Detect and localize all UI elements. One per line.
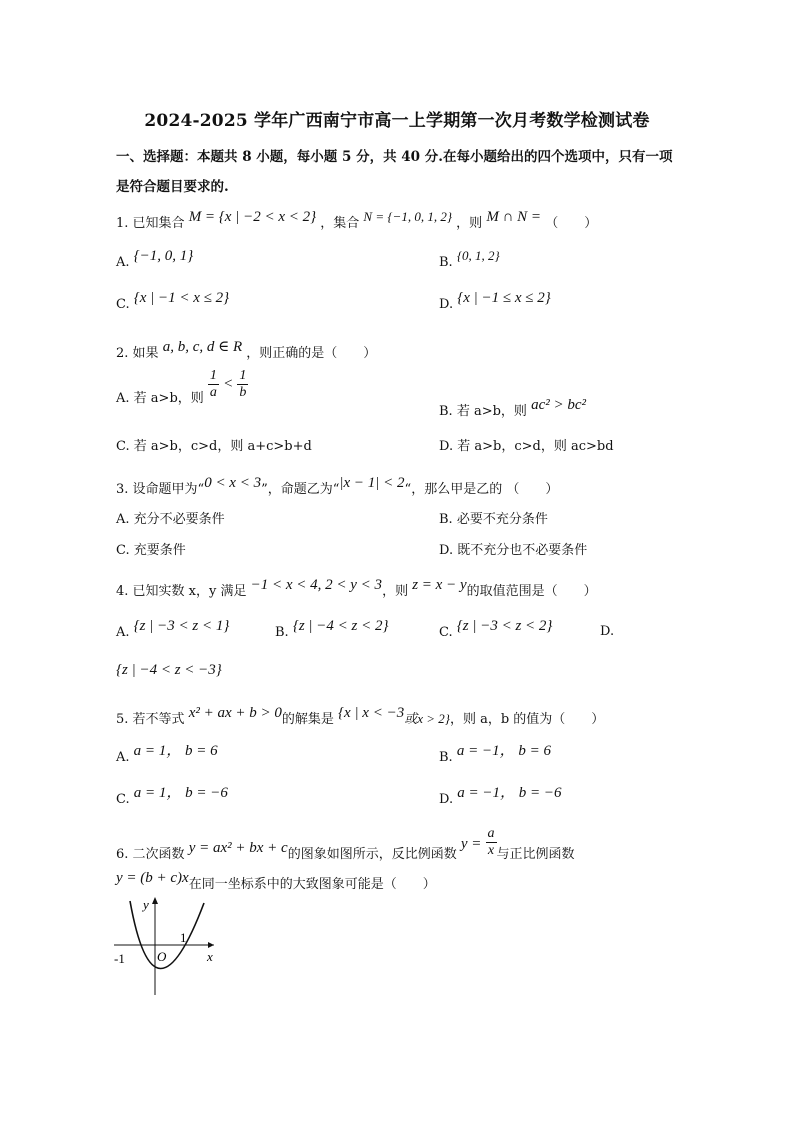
option-value: ac² > bc² bbox=[531, 397, 587, 413]
q2-option-a[interactable] bbox=[116, 368, 248, 415]
q5-inequality: x² + ax + b > 0 bbox=[188, 705, 282, 721]
frac-num: 1 bbox=[209, 368, 217, 383]
option-label: B. bbox=[439, 750, 453, 765]
q1-suffix: ，则 bbox=[456, 216, 483, 231]
option-label: A. bbox=[116, 255, 130, 270]
option-label: B. bbox=[439, 404, 453, 419]
q6-inverse-fraction bbox=[486, 826, 497, 859]
option-value: a = 1， b = 6 bbox=[133, 743, 218, 759]
option-label: D. bbox=[439, 792, 454, 807]
x-axis-label: x bbox=[207, 949, 213, 964]
q2-condition: a, b, c, d ∈ R bbox=[162, 339, 243, 355]
q1-expr: M ∩ N = bbox=[486, 209, 542, 225]
option-label: C. bbox=[116, 792, 130, 807]
parabola-curve bbox=[130, 901, 204, 969]
q5-solution-set-2: 或x > 2} bbox=[404, 711, 450, 726]
q3-prefix: 3. 设命题甲为“ bbox=[116, 482, 205, 497]
q4-expr: z = x − y bbox=[412, 577, 467, 593]
y-axis-label: y bbox=[143, 897, 149, 912]
q1-option-c[interactable] bbox=[116, 290, 230, 313]
option-label: D. bbox=[600, 624, 615, 639]
tick-label-neg-one: -1 bbox=[114, 951, 125, 966]
option-text: 若 a>b，则 bbox=[133, 391, 204, 406]
q5-prefix: 5. 若不等式 bbox=[116, 712, 185, 727]
q3-suffix: “，那么甲是乙的 bbox=[404, 482, 503, 497]
option-text: 充要条件 bbox=[133, 543, 186, 558]
q6-linear-func: y = (b + c)x bbox=[116, 870, 189, 886]
q1-paren: （ ） bbox=[545, 216, 598, 231]
page-title: 2024-2025 学年广西南宁市高一上学期第一次月考数学检测试卷 bbox=[144, 111, 650, 131]
option-value: {x | −1 ≤ x ≤ 2} bbox=[457, 290, 551, 306]
q5-option-b[interactable] bbox=[439, 745, 551, 766]
option-label: A. bbox=[116, 750, 130, 765]
option-label: B. bbox=[439, 255, 453, 270]
q1-option-a[interactable] bbox=[116, 248, 194, 271]
question-3 bbox=[116, 475, 559, 498]
q4-option-a[interactable] bbox=[116, 618, 230, 641]
q5-solution-set: {x | x < −3 bbox=[338, 705, 405, 721]
q1-set-m: M = {x | −2 < x < 2} bbox=[188, 209, 317, 225]
option-label: C. bbox=[116, 297, 130, 312]
q2-prefix: 2. 如果 bbox=[116, 346, 159, 361]
option-text: 若 a>b，c>d，则 a+c>b+d bbox=[133, 439, 312, 454]
q4-prefix: 4. 已知实数 x，y 满足 bbox=[116, 584, 247, 599]
option-label: D. bbox=[439, 439, 454, 454]
x-axis-arrow bbox=[208, 942, 214, 948]
frac-num: a bbox=[487, 826, 495, 841]
q3-option-c[interactable] bbox=[116, 539, 186, 558]
q3-proposition-b: |x − 1| < 2 bbox=[339, 475, 405, 491]
option-label: B. bbox=[439, 512, 453, 527]
question-6 bbox=[116, 826, 575, 871]
question-6-line2 bbox=[116, 870, 436, 893]
section-instruction-line2: 是符合题目要求的. bbox=[116, 179, 229, 195]
option-text: 既不充分也不必要条件 bbox=[457, 543, 588, 558]
q3-option-b[interactable] bbox=[439, 508, 548, 527]
section-instruction-line1: 一、选择题：本题共 8 小题，每小题 5 分，共 40 分.在每小题给出的四个选项中，只有一项 bbox=[116, 149, 673, 165]
q2-option-c[interactable] bbox=[116, 435, 312, 454]
q1-option-d[interactable] bbox=[439, 290, 551, 313]
option-text: 必要不充分条件 bbox=[456, 512, 548, 527]
frac-den: x bbox=[487, 843, 495, 858]
option-label: C. bbox=[116, 439, 130, 454]
question-2 bbox=[116, 339, 377, 362]
option-text: 充分不必要条件 bbox=[133, 512, 225, 527]
q3-option-a[interactable] bbox=[116, 508, 225, 527]
tick-label-one: 1 bbox=[180, 930, 187, 945]
q6-inverse-y: y = bbox=[460, 836, 482, 852]
parabola-graph bbox=[110, 895, 230, 1000]
q2-suffix: ，则正确的是（ ） bbox=[246, 346, 377, 361]
frac-num: 1 bbox=[239, 368, 247, 383]
option-label: D. bbox=[439, 297, 454, 312]
question-4 bbox=[116, 577, 597, 600]
q6-suffix: 与正比例函数 bbox=[496, 847, 575, 862]
q1-set-n: N = {−1, 0, 1, 2} bbox=[363, 209, 453, 224]
q2-option-b[interactable] bbox=[439, 397, 587, 420]
q4-option-d-label[interactable] bbox=[600, 624, 614, 639]
q6-line2-text: 在同一坐标系中的大致图象可能是（ ） bbox=[188, 877, 436, 892]
option-value: a = −1， b = 6 bbox=[456, 743, 551, 759]
option-value: {x | −1 < x ≤ 2} bbox=[133, 290, 230, 306]
q5-option-a[interactable] bbox=[116, 745, 218, 766]
q5-option-d[interactable] bbox=[439, 787, 561, 808]
option-value: {−1, 0, 1} bbox=[133, 248, 194, 264]
option-label: B. bbox=[275, 625, 289, 640]
frac-den: b bbox=[239, 385, 247, 400]
option-label: C. bbox=[116, 543, 130, 558]
q3-proposition-a: 0 < x < 3 bbox=[204, 475, 262, 491]
option-label: D. bbox=[439, 543, 454, 558]
option-label: A. bbox=[116, 512, 130, 527]
option-label: A. bbox=[116, 625, 130, 640]
q3-mid: ”，命题乙为“ bbox=[261, 482, 340, 497]
option-value: a = −1， b = −6 bbox=[457, 785, 562, 801]
q3-option-d[interactable] bbox=[439, 539, 587, 558]
q6-prefix: 6. 二次函数 bbox=[116, 847, 185, 862]
question-1 bbox=[116, 209, 598, 232]
q4-condition: −1 < x < 4, 2 < y < 3 bbox=[250, 577, 383, 593]
q5-option-c[interactable] bbox=[116, 787, 228, 808]
q5-suffix: ，则 a，b 的值为（ ） bbox=[449, 712, 605, 727]
y-axis-arrow bbox=[152, 897, 158, 904]
q6-mid: 的图象如图所示，反比例函数 bbox=[287, 847, 457, 862]
q3-paren: （ ） bbox=[506, 482, 559, 497]
q4-suffix2: 的取值范围是（ ） bbox=[466, 584, 597, 599]
option-text: 若 a>b，c>d，则 ac>bd bbox=[457, 439, 614, 454]
option-value: {z | −3 < z < 2} bbox=[456, 618, 553, 634]
less-than: < bbox=[223, 376, 234, 392]
option-label: A. bbox=[116, 391, 130, 406]
q1-option-b[interactable] bbox=[439, 248, 500, 270]
q1-prefix: 1. 已知集合 bbox=[116, 216, 185, 231]
option-text: 若 a>b，则 bbox=[456, 404, 527, 419]
q1-mid: ，集合 bbox=[320, 216, 360, 231]
option-value: {z | −4 < z < −3} bbox=[116, 662, 222, 678]
option-value: {z | −4 < z < 2} bbox=[292, 618, 389, 634]
q4-suffix1: ，则 bbox=[382, 584, 409, 599]
q4-option-d-value[interactable] bbox=[116, 662, 222, 679]
option-value: a = 1， b = −6 bbox=[133, 785, 228, 801]
fraction-1-over-a bbox=[208, 368, 219, 401]
option-value: {0, 1, 2} bbox=[456, 248, 500, 263]
q6-quadratic: y = ax² + bx + c bbox=[188, 840, 288, 856]
origin-label: O bbox=[157, 949, 167, 964]
q2-option-d[interactable] bbox=[439, 435, 614, 454]
fraction-1-over-b bbox=[237, 368, 248, 401]
question-5 bbox=[116, 705, 605, 728]
option-value: {z | −3 < z < 1} bbox=[133, 618, 230, 634]
q4-option-b[interactable] bbox=[275, 618, 389, 641]
option-label: C. bbox=[439, 625, 453, 640]
frac-den: a bbox=[209, 385, 217, 400]
q4-option-c[interactable] bbox=[439, 618, 553, 641]
q5-mid: 的解集是 bbox=[281, 712, 334, 727]
